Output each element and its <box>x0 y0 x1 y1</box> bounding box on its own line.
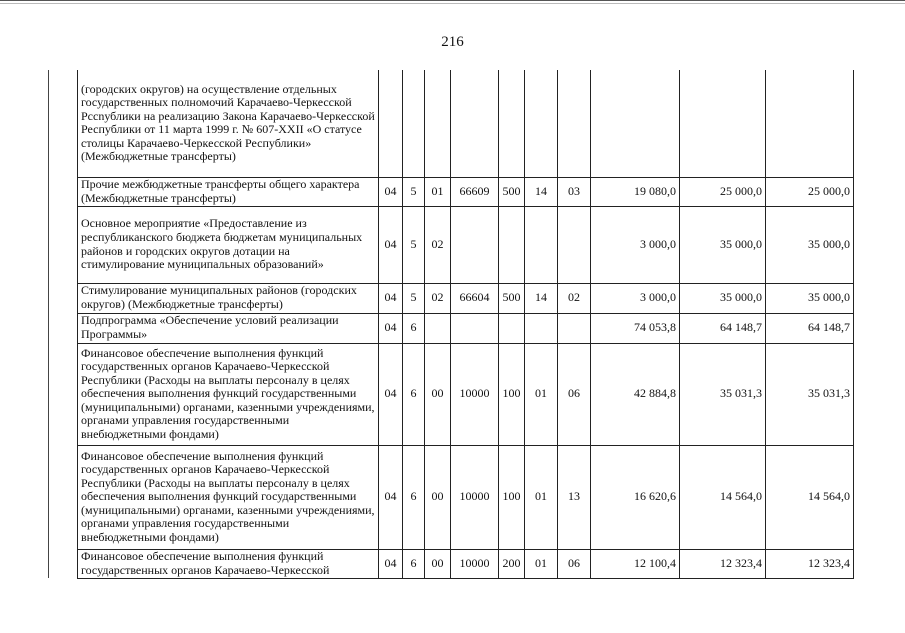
top-border-line <box>0 0 905 1</box>
code-section: 01 <box>525 445 558 549</box>
code-program: 6 <box>403 343 425 445</box>
table-row <box>78 70 854 177</box>
code-subprogram <box>425 313 451 343</box>
table-row <box>78 343 854 445</box>
code-ministry: 04 <box>379 343 403 445</box>
amount-year-3: 14 564,0 <box>766 445 854 549</box>
code-section: 01 <box>525 549 558 578</box>
code-direction: 66604 <box>451 283 499 313</box>
amount-year-3: 64 148,7 <box>766 313 854 343</box>
amount-year-1: 19 080,0 <box>591 177 680 206</box>
code-section <box>525 206 558 283</box>
row-description: Подпрограмма «Обеспечение условий реализации Программы» <box>78 313 379 343</box>
budget-table <box>77 70 854 579</box>
table-row <box>78 445 854 549</box>
left-margin-line <box>48 70 49 578</box>
code-subsection <box>558 70 591 177</box>
code-section: 14 <box>525 177 558 206</box>
code-expense-type: 500 <box>499 177 525 206</box>
code-subprogram: 01 <box>425 177 451 206</box>
code-section: 14 <box>525 283 558 313</box>
code-ministry: 04 <box>379 445 403 549</box>
code-subsection: 13 <box>558 445 591 549</box>
row-description: Финансовое обеспечение выполнения функций государственных органов Карачаево-Черкесской <box>78 549 379 578</box>
row-description: Стимулирование муниципальных районов (городских округов) (Межбюджетные трансферты) <box>78 283 379 313</box>
code-section: 01 <box>525 343 558 445</box>
row-description: Основное мероприятие «Предоставление из республиканского бюджета бюджетам муниципальных районов и городских округов дотации на стимулирование муниципальных образований» <box>78 206 379 283</box>
code-program <box>403 70 425 177</box>
code-direction: 10000 <box>451 343 499 445</box>
page-number: 216 <box>441 34 464 50</box>
code-subsection <box>558 313 591 343</box>
code-expense-type <box>499 206 525 283</box>
table-row <box>78 283 854 313</box>
code-subprogram: 00 <box>425 445 451 549</box>
code-direction <box>451 70 499 177</box>
code-expense-type: 200 <box>499 549 525 578</box>
amount-year-1: 12 100,4 <box>591 549 680 578</box>
code-program: 6 <box>403 549 425 578</box>
amount-year-1: 3 000,0 <box>591 283 680 313</box>
row-description: (городских округов) на осуществление отдельных государственных полномочий Карачаево-Черкесской Рссnублики на реализацию Закона Карачаево-Черкесской Республики от 11 марта 1999 г. № 607-XXII «О статусе столицы Карачаево-Черкесской Республики» (Межбюджетные трансферты) <box>78 70 379 177</box>
code-ministry: 04 <box>379 313 403 343</box>
code-ministry: 04 <box>379 206 403 283</box>
code-direction: 66609 <box>451 177 499 206</box>
amount-year-3: 12 323,4 <box>766 549 854 578</box>
code-subsection: 06 <box>558 343 591 445</box>
code-section <box>525 313 558 343</box>
amount-year-3: 35 031,3 <box>766 343 854 445</box>
amount-year-2: 25 000,0 <box>680 177 766 206</box>
code-expense-type: 100 <box>499 445 525 549</box>
amount-year-1 <box>591 70 680 177</box>
code-direction: 10000 <box>451 549 499 578</box>
table-row <box>78 549 854 578</box>
table-row <box>78 206 854 283</box>
code-ministry <box>379 70 403 177</box>
code-direction <box>451 206 499 283</box>
code-direction: 10000 <box>451 445 499 549</box>
amount-year-2: 64 148,7 <box>680 313 766 343</box>
code-subprogram: 00 <box>425 343 451 445</box>
amount-year-2 <box>680 70 766 177</box>
row-description: Финансовое обеспечение выполнения функций государственных органов Карачаево-Черкесской Республики (Расходы на выплаты персоналу в целях обеспечения выполнения функций государственными (муниципальными) органами, казенными учреждениями, органами управления государственными внебюджетными фондами) <box>78 445 379 549</box>
table-row <box>78 177 854 206</box>
code-expense-type: 100 <box>499 343 525 445</box>
code-program: 5 <box>403 177 425 206</box>
code-subprogram: 00 <box>425 549 451 578</box>
amount-year-3: 35 000,0 <box>766 283 854 313</box>
code-subprogram: 02 <box>425 283 451 313</box>
code-expense-type: 500 <box>499 283 525 313</box>
row-description: Прочие межбюджетные трансферты общего характера (Межбюджетные трансферты) <box>78 177 379 206</box>
code-program: 6 <box>403 445 425 549</box>
top-border-line-secondary <box>0 3 905 4</box>
amount-year-3 <box>766 70 854 177</box>
amount-year-2: 35 031,3 <box>680 343 766 445</box>
code-subprogram: 02 <box>425 206 451 283</box>
code-program: 5 <box>403 283 425 313</box>
amount-year-1: 42 884,8 <box>591 343 680 445</box>
amount-year-3: 25 000,0 <box>766 177 854 206</box>
amount-year-1: 74 053,8 <box>591 313 680 343</box>
amount-year-1: 16 620,6 <box>591 445 680 549</box>
row-description: Финансовое обеспечение выполнения функций государственных органов Карачаево-Черкесской Республики (Расходы на выплаты персоналу в целях обеспечения выполнения функций государственными (муниципальными) органами, казенными учреждениями, органами управления государственными внебюджетными фондами) <box>78 343 379 445</box>
code-ministry: 04 <box>379 283 403 313</box>
amount-year-2: 14 564,0 <box>680 445 766 549</box>
code-section <box>525 70 558 177</box>
code-program: 5 <box>403 206 425 283</box>
code-subsection <box>558 206 591 283</box>
code-subsection: 03 <box>558 177 591 206</box>
code-subsection: 02 <box>558 283 591 313</box>
code-direction <box>451 313 499 343</box>
amount-year-1: 3 000,0 <box>591 206 680 283</box>
code-ministry: 04 <box>379 549 403 578</box>
amount-year-2: 35 000,0 <box>680 206 766 283</box>
code-subsection: 06 <box>558 549 591 578</box>
table-row <box>78 313 854 343</box>
code-subprogram <box>425 70 451 177</box>
code-program: 6 <box>403 313 425 343</box>
code-expense-type <box>499 70 525 177</box>
amount-year-3: 35 000,0 <box>766 206 854 283</box>
code-expense-type <box>499 313 525 343</box>
code-ministry: 04 <box>379 177 403 206</box>
amount-year-2: 35 000,0 <box>680 283 766 313</box>
amount-year-2: 12 323,4 <box>680 549 766 578</box>
